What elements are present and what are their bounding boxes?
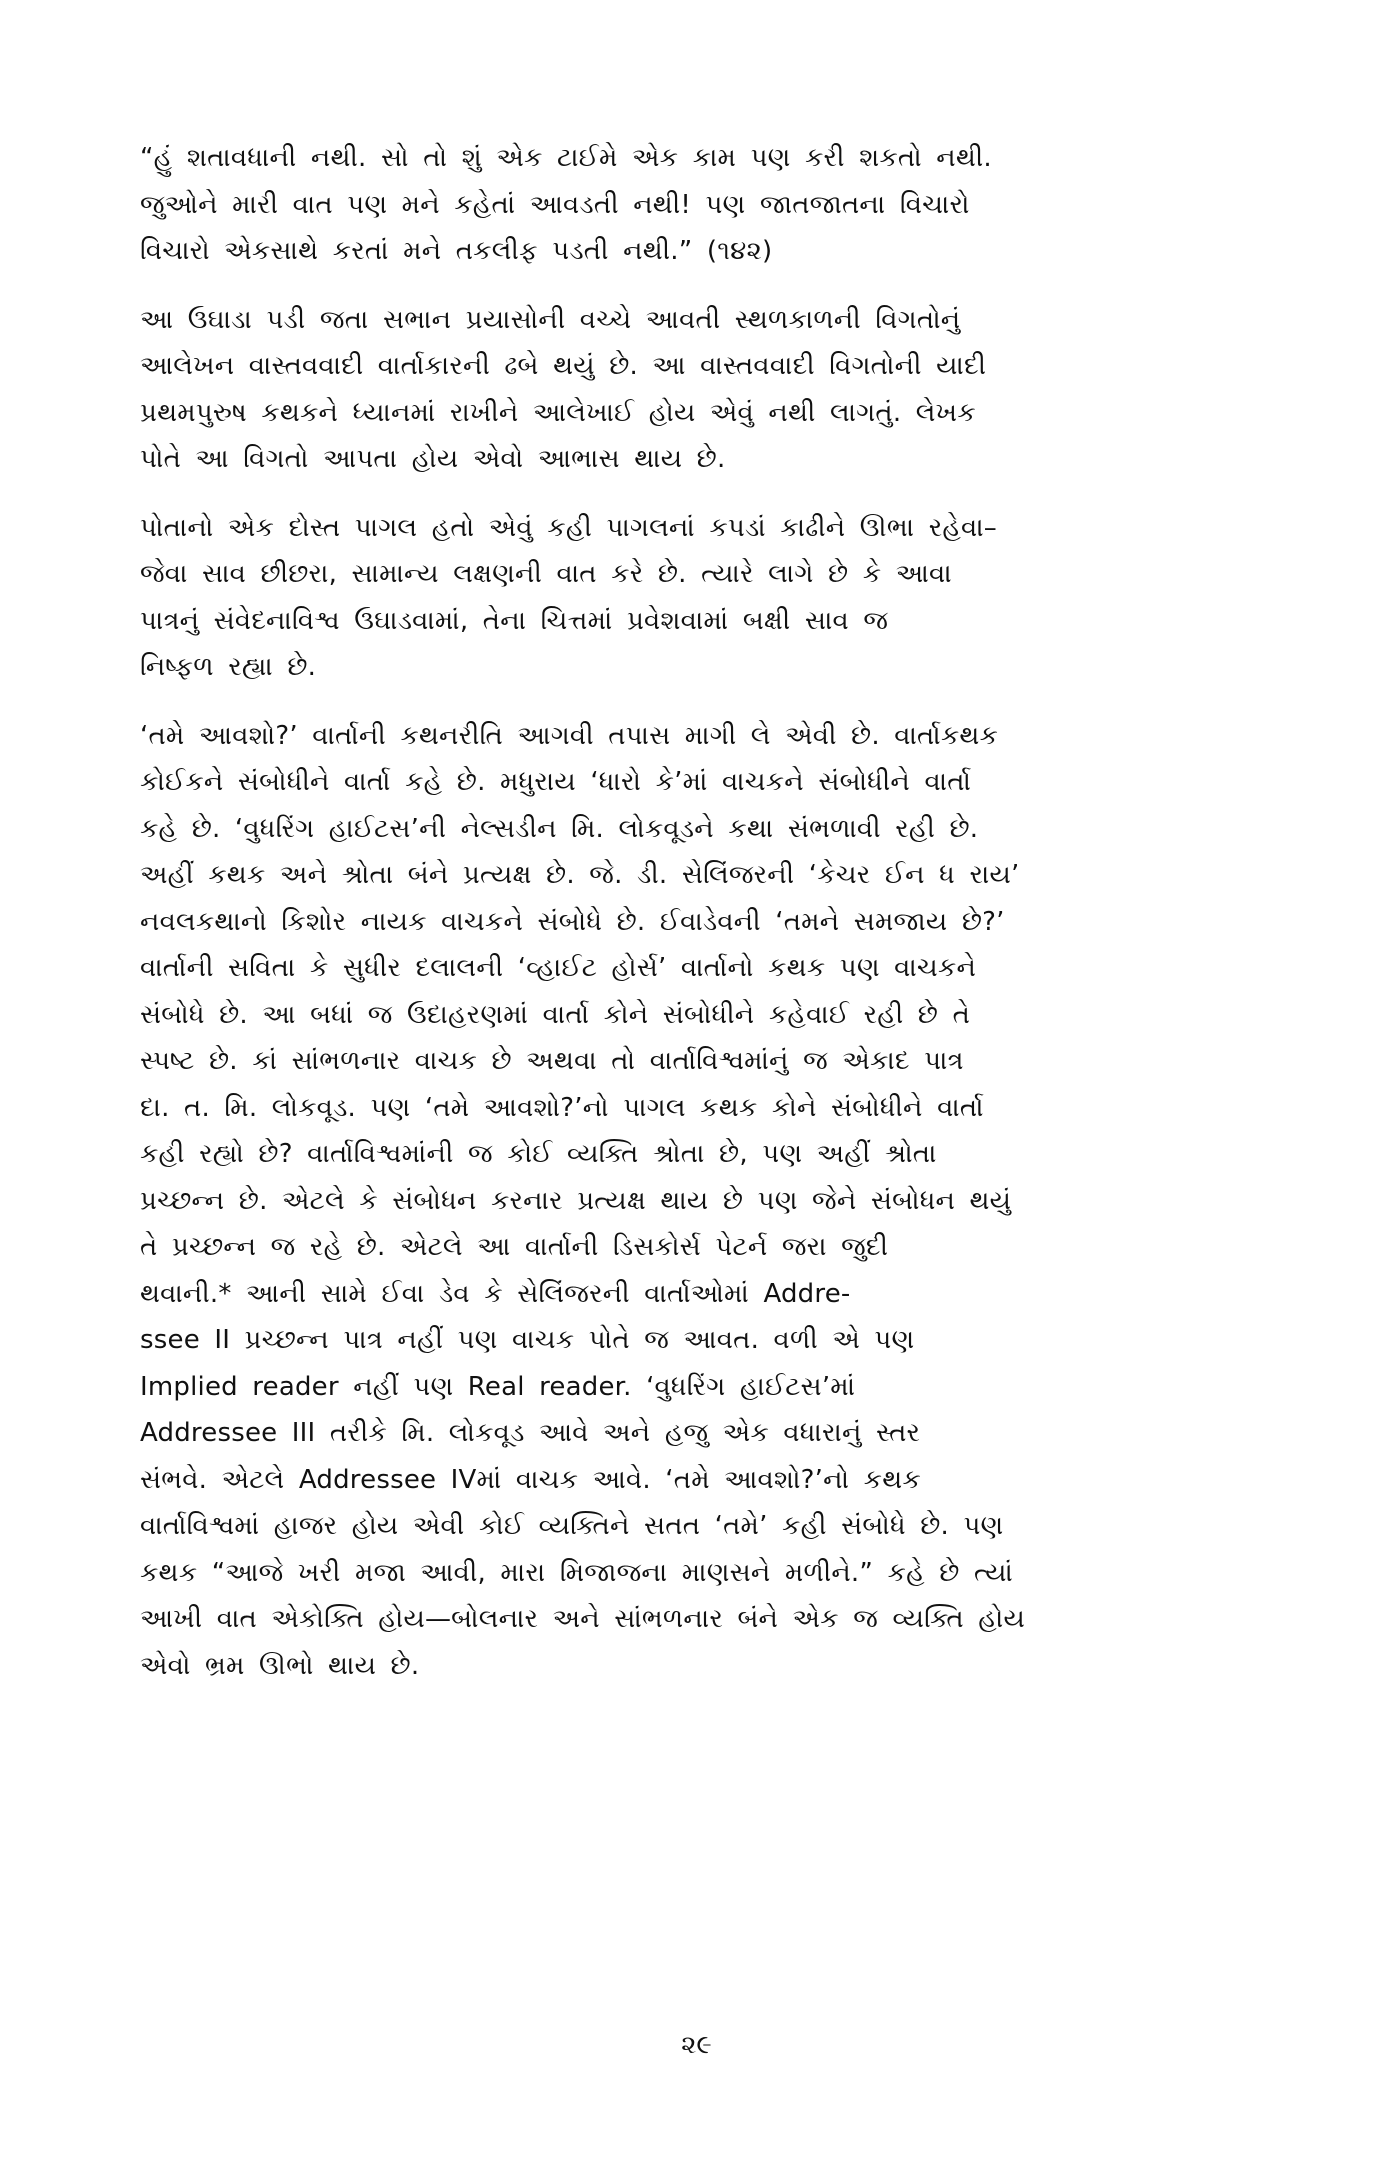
- text-line: કહી રહ્યો છે? વાર્તાવિશ્વમાંની જ કોઈ વ્યક્તિ શ્રોતા છે, પણ અહીં શ્રોતા: [140, 1139, 937, 1169]
- paragraph-quote: [140, 135, 1260, 275]
- text-line: વિચારો એકસાથે કરતાં મને તકલીફ પડતી નથી.” (૧૪૨): [140, 236, 773, 266]
- text-line: પ્રથમપુરુષ કથકને ધ્યાનમાં રાખીને આલેખાઈ હોય એવું નથી લાગતું. લેખક: [140, 397, 976, 428]
- text-line: નવલકથાનો કિશોર નાયક વાચકને સંબોધે છે. ઈવાડેવની ‘તમને સમજાય છે?’: [140, 906, 1005, 937]
- text-line: સંબોધે છે. આ બધાં જ ઉદાહરણમાં વાર્તા કોને સંબોધીને કહેવાઈ રહી છે તે: [140, 999, 971, 1030]
- text-line: વાર્તાવિશ્વમાં હાજર હોય એવી કોઈ વ્યક્તિને સતત ‘તમે’ કહી સંબોધે છે. પણ: [140, 1511, 1004, 1541]
- text-line: દા. ત. મિ. લોકવૂડ. પણ ‘તમે આવશો?’નો પાગલ કથક કોને સંબોધીને વાર્તા: [140, 1092, 984, 1123]
- text-line: કથક “આજે ખરી મજા આવી, મારા મિજાજના માણસને મળીને.” કહે છે ત્યાં: [140, 1557, 1013, 1588]
- text-line: તે પ્રચ્છન્ન જ રહે છે. એટલે આ વાર્તાની ડિસકોર્સ પેટર્ન જરા જુદી: [140, 1232, 889, 1262]
- text-line: Addressee III તરીકે મિ. લોકવૂડ આવે અને હજુ એક વધારાનું સ્તર: [140, 1418, 921, 1448]
- text-line: ‘તમે આવશો?’ વાર્તાની કથનરીતિ આગવી તપાસ માગી લે એવી છે. વાર્તાકથક: [140, 720, 999, 751]
- text-line: પોતે આ વિગતો આપતા હોય એવો આભાસ થાય છે.: [140, 444, 726, 474]
- text-line: પાત્રનું સંવેદનાવિશ્વ ઉઘાડવામાં, તેના ચિત્તમાં પ્રવેશવામાં બક્ષી સાવ જ: [140, 605, 889, 636]
- text-line: આ ઉઘાડા પડી જતા સભાન પ્રયાસોની વચ્ચે આવતી સ્થળકાળની વિગતોનું: [140, 304, 961, 335]
- text-line: ssee II પ્રચ્છન્ન પાત્ર નહીં પણ વાચક પોતે જ આવત. વળી એ પણ: [140, 1325, 915, 1355]
- paragraph-friend: [140, 505, 1260, 691]
- text-line: આલેખન વાસ્તવવાદી વાર્તાકારની ઢબે થયું છે. આ વાસ્તવવાદી વિગતોની યાદી: [140, 351, 987, 381]
- text-line: સંભવે. એટલે Addressee IVમાં વાચક આવે. ‘તમે આવશો?’નો કથક: [140, 1464, 921, 1495]
- text-line: સ્પષ્ટ છે. કાં સાંભળનાર વાચક છે અથવા તો વાર્તાવિશ્વમાંનું જ એકાદ પાત્ર: [140, 1046, 964, 1076]
- text-line: પોતાનો એક દોસ્ત પાગલ હતો એવું કહી પાગલનાં કપડાં કાઢીને ઊભા રહેવા–: [140, 512, 997, 543]
- text-line: અહીં કથક અને શ્રોતા બંને પ્રત્યક્ષ છે. જે. ડી. સેલિંજરની ‘કેચર ઈન ધ રાય’: [140, 860, 1020, 890]
- text-line: “હું શતાવધાની નથી. સો તો શું એક ટાઈમે એક કામ પણ કરી શકતો નથી.: [140, 143, 992, 173]
- text-line: કોઈકને સંબોધીને વાર્તા કહે છે. મધુરાય ‘ધારો કે’માં વાચકને સંબોધીને વાર્તા: [140, 767, 972, 797]
- text-line: વાર્તાની સવિતા કે સુધીર દલાલની ‘વ્હાઈટ હોર્સ’ વાર્તાનો કથક પણ વાચકને: [140, 953, 977, 983]
- text-line: જેવા સાવ છીછરા, સામાન્ય લક્ષણની વાત કરે છે. ત્યારે લાગે છે કે આવા: [140, 559, 952, 589]
- text-line: આખી વાત એકોક્તિ હોય—બોલનાર અને સાંભળનાર બંને એક જ વ્યક્તિ હોય: [140, 1604, 1025, 1634]
- paragraph-narration: [140, 713, 1260, 1690]
- text-line: કહે છે. ‘વુધરિંગ હાઈટસ’ની નેલ્સડીન મિ. લોકવૂડને કથા સંભળાવી રહી છે.: [140, 813, 979, 844]
- text-line: નિષ્ફળ રહ્યા છે.: [140, 652, 317, 682]
- text-line: એવો ભ્રમ ઊભો થાય છે.: [140, 1650, 420, 1681]
- paragraph-details: [140, 297, 1260, 483]
- text-line: Implied reader નહીં પણ Real reader. ‘વુધરિંગ હાઈટસ’માં: [140, 1371, 856, 1402]
- text-line: થવાની.* આની સામે ઈવા ડેવ કે સેલિંજરની વાર્તાઓમાં Addre-: [140, 1278, 851, 1309]
- text-line: પ્રચ્છન્ન છે. એટલે કે સંબોધન કરનાર પ્રત્યક્ષ થાય છે પણ જેને સંબોધન થયું: [140, 1185, 1012, 1216]
- document-page: [140, 135, 1260, 1711]
- text-line: જુઓને મારી વાત પણ મને કહેતાં આવડતી નથી! પણ જાતજાતના વિચારો: [140, 189, 970, 220]
- page-number: ૨૯: [681, 2030, 712, 2060]
